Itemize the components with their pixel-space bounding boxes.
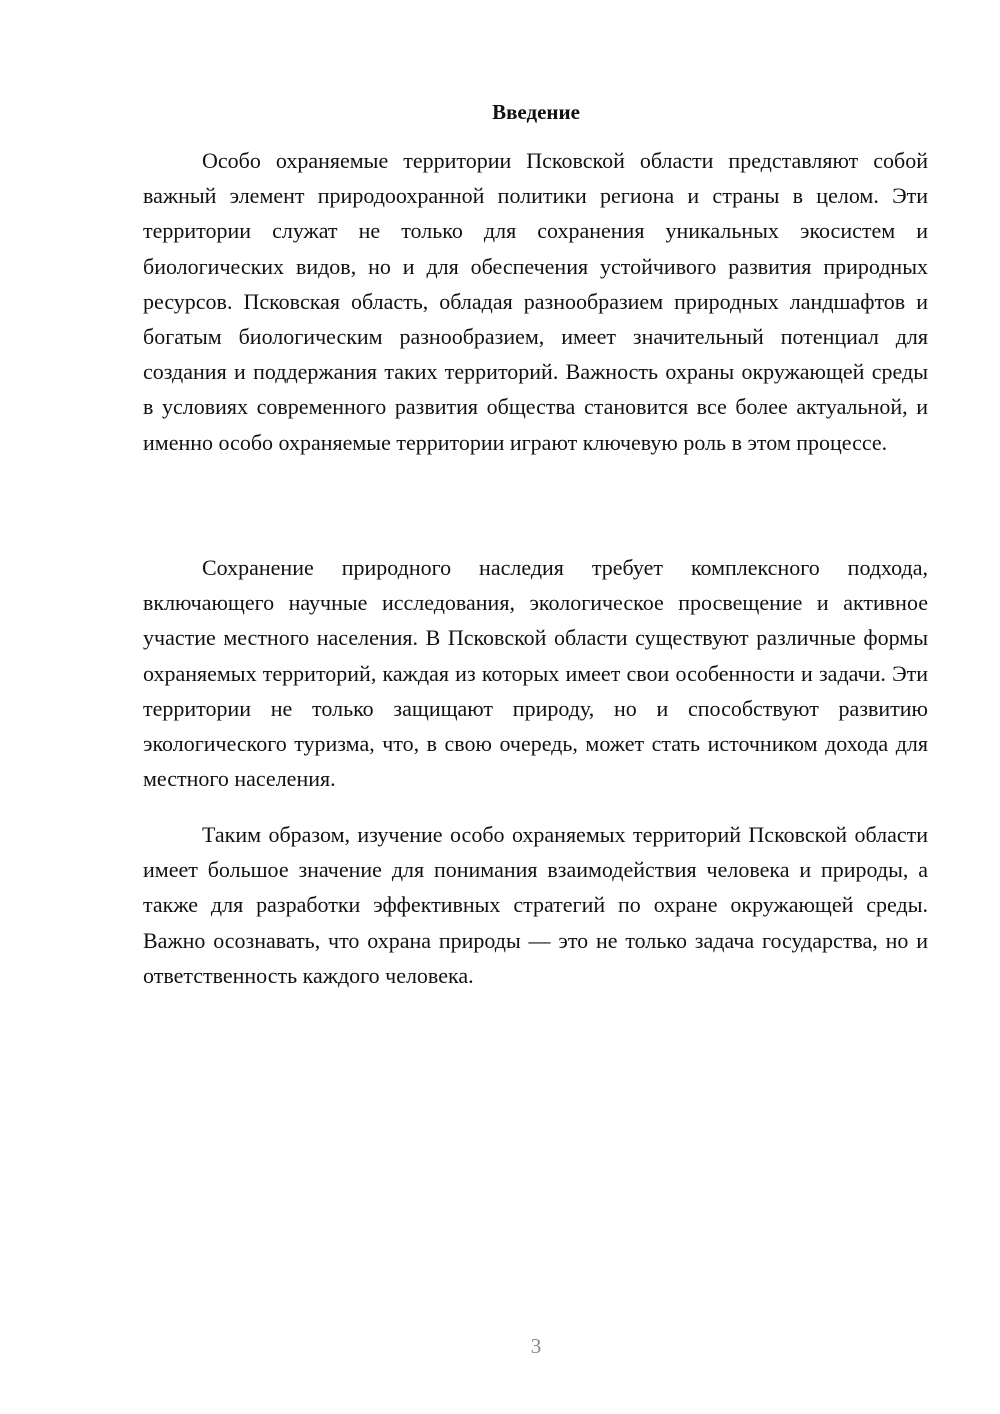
paragraph-intro: Особо охраняемые территории Псковской области представляют собой важный элемент природоохранной политики региона и страны в целом. Эти территории служат не только для сохранения уникальных экосистем и биологических видов, но и для обеспечения устойчивого развития природных ресурсов. Псковская область, обладая разнообразием природных ландшафтов и богатым биологическим разнообразием, имеет значительный потенциал для создания и поддержания таких территорий. Важность охраны окружающей среды в условиях современного развития общества становится все более актуальной, и именно особо охраняемые территории играют ключевую роль в этом процессе. [143, 148, 928, 455]
section-title: Введение [492, 100, 580, 124]
page-number: 3 [530, 1334, 542, 1358]
paragraph-heritage: Сохранение природного наследия требует комплексного подхода, включающего научные исследования, экологическое просвещение и активное участие местного населения. В Псковской области существуют различные формы охраняемых территорий, каждая из которых имеет свои особенности и задачи. Эти территории не только защищают природу, но и способствуют развитию экологического туризма, что, в свою очередь, может стать источником дохода для местного населения. [143, 555, 928, 792]
paragraph-conclusion: Таким образом, изучение особо охраняемых территорий Псковской области имеет большое значение для понимания взаимодействия человека и природы, а также для разработки эффективных стратегий по охране окружающей среды. Важно осознавать, что охрана природы — это не только задача государства, но и ответственность каждого человека. [143, 822, 928, 988]
